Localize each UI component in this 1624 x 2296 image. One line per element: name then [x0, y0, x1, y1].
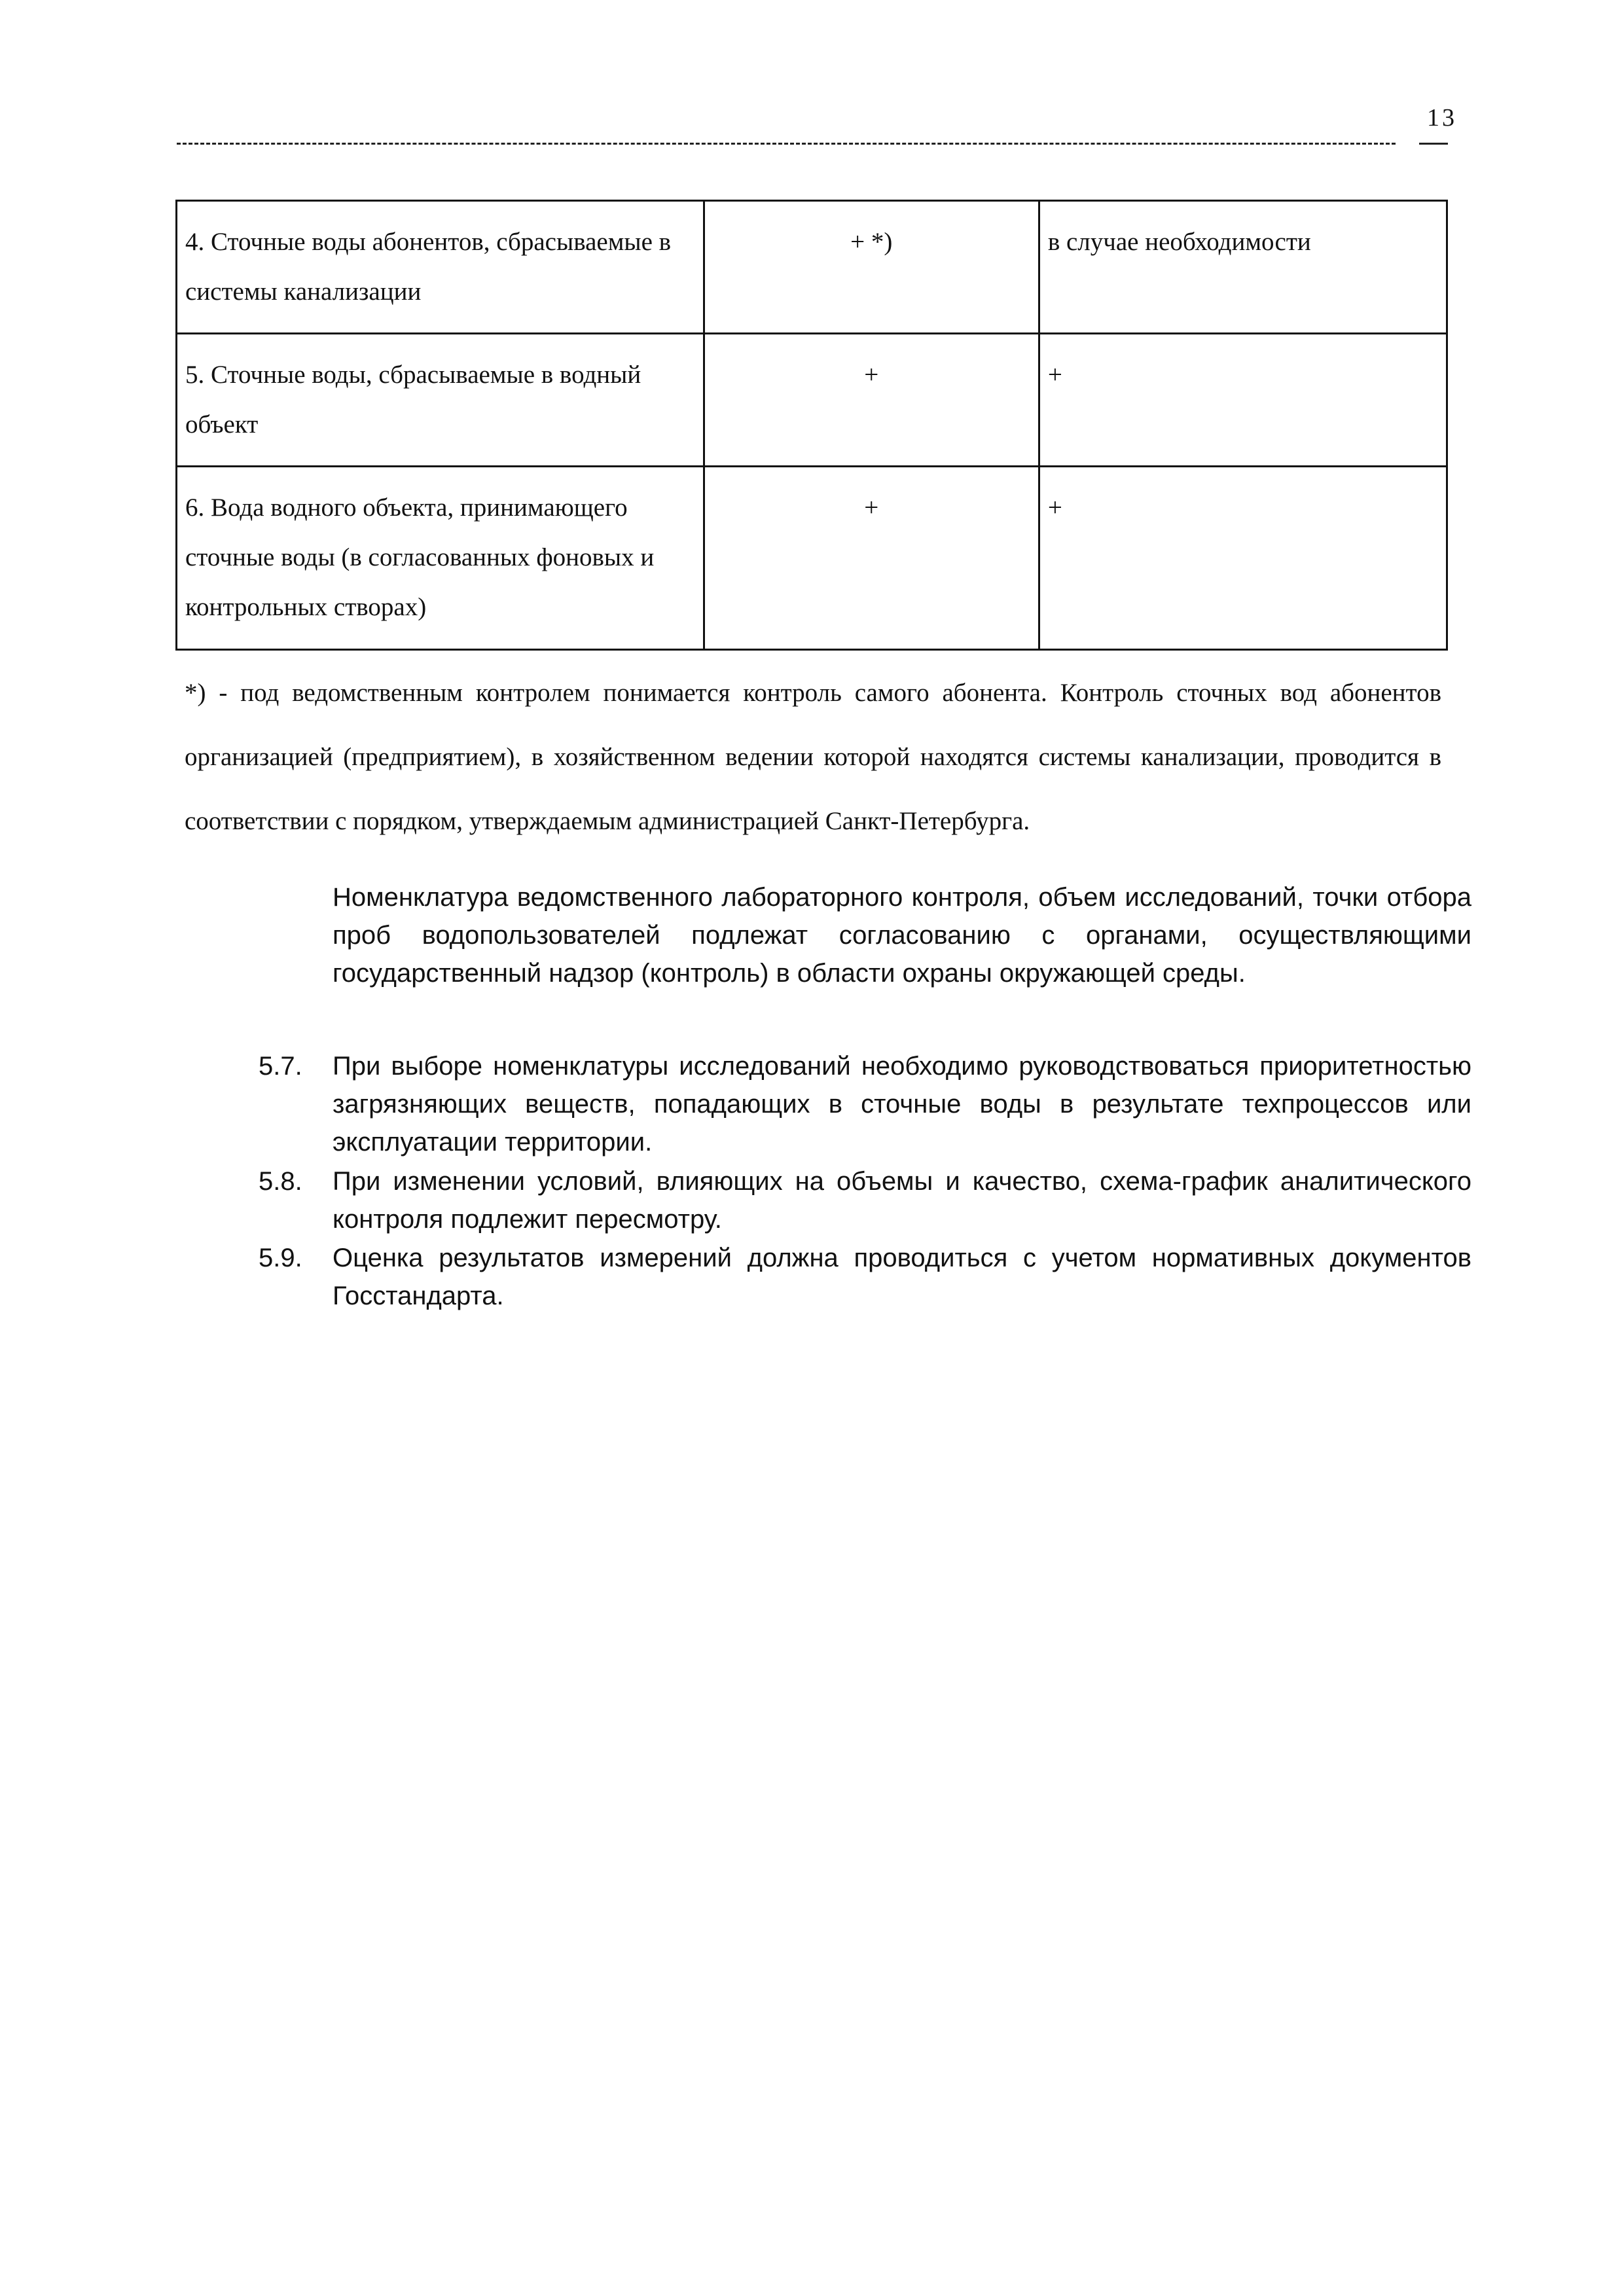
control-table: [175, 200, 1448, 651]
table-cell-departmental: +: [704, 467, 1039, 650]
intro-paragraph: Номенклатура ведомственного лабораторного контроля, объем исследований, точки отбора проб водопользователей подлежат согласованию с органами, осуществляющими государственный надзор (контроль) в области охраны окружающей среды.: [333, 883, 1471, 988]
numbered-item: [259, 1239, 1471, 1315]
table-cell-state: +: [1039, 334, 1447, 467]
table-cell-state: в случае необходимости: [1039, 201, 1447, 334]
table-row: [177, 201, 1447, 334]
table-cell-departmental: + *): [704, 201, 1039, 334]
numbered-item: [259, 1047, 1471, 1161]
header-rule: [177, 143, 1396, 145]
numbered-item: [259, 1162, 1471, 1238]
table-cell-subject: 6. Вода водного объекта, принимающего сточные воды (в согласованных фоновых и контрольных створах): [177, 467, 704, 650]
page-number: 13: [1427, 104, 1457, 132]
item-text: При изменении условий, влияющих на объемы и качество, схема-график аналитического контроля подлежит пересмотру.: [333, 1167, 1471, 1234]
table-row: [177, 467, 1447, 650]
footnote: *) - под ведомственным контролем понимается контроль самого абонента. Контроль сточных вод абонентов организацией (предприятием), в хозяйственном ведении которой находятся системы канализации, проводится в соответствии с порядком, утверждаемым администрацией Санкт-Петербурга.: [185, 679, 1441, 835]
table-cell-departmental: +: [704, 334, 1039, 467]
table-row: [177, 334, 1447, 467]
item-number: 5.8.: [259, 1167, 302, 1196]
header-rule-mark: [1419, 143, 1448, 145]
table-cell-state: +: [1039, 467, 1447, 650]
item-text: Оценка результатов измерений должна проводиться с учетом нормативных документов Госстандарта.: [333, 1244, 1471, 1310]
table-cell-subject: 4. Сточные воды абонентов, сбрасываемые в системы канализации: [177, 201, 704, 334]
item-number: 5.7.: [259, 1052, 302, 1081]
item-text: При выборе номенклатуры исследований необходимо руководствоваться приоритетностью загрязняющих веществ, попадающих в сточные воды в результате техпроцессов или эксплуатации территории.: [333, 1052, 1471, 1157]
item-number: 5.9.: [259, 1244, 302, 1272]
table-cell-subject: 5. Сточные воды, сбрасываемые в водный объект: [177, 334, 704, 467]
